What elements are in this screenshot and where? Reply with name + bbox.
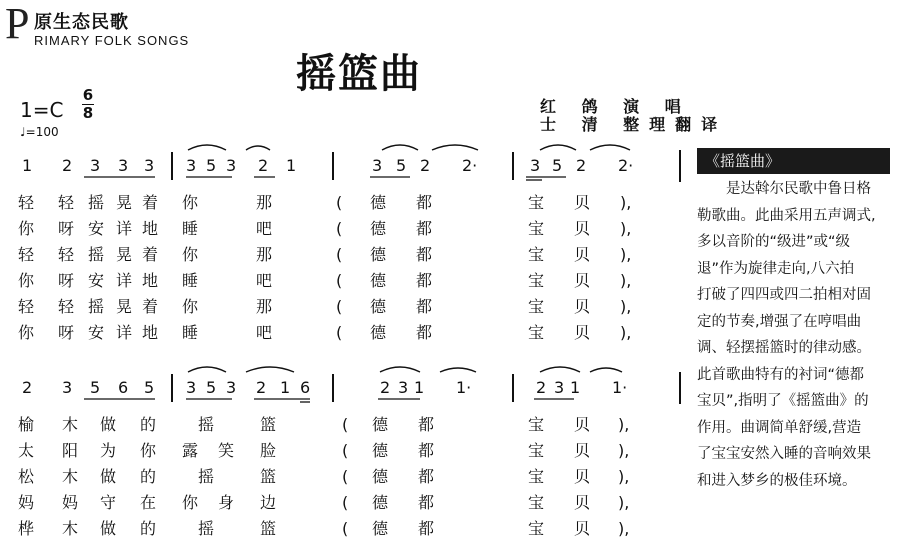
lyric-char: 宝 xyxy=(528,493,545,512)
lyric-char: 榆 xyxy=(18,415,35,434)
lyric-char: ( xyxy=(336,193,343,212)
lyric-char: 德 xyxy=(370,193,387,212)
lyric-char: 地 xyxy=(142,219,159,238)
lyric-char: 德 xyxy=(372,415,389,434)
lyric-char: ( xyxy=(342,415,349,434)
note: 5 xyxy=(396,156,407,175)
note: 1 xyxy=(22,156,33,175)
note: 2 xyxy=(258,156,269,175)
lyric-char: 轻 xyxy=(58,193,75,212)
key-signature: 1=C xyxy=(20,98,64,122)
description-line: 了宝宝安然入睡的音响效果 xyxy=(697,446,871,462)
lyric-char: 呀 xyxy=(58,323,75,342)
lyric-char: 阳 xyxy=(62,441,79,460)
lyric-char: 的 xyxy=(140,467,157,486)
lyric-char: 德 xyxy=(372,493,389,512)
lyric-char: 你 xyxy=(18,219,35,238)
note: 3 xyxy=(90,156,101,175)
lyric-char: 都 xyxy=(418,493,435,512)
description-title: 《摇篮曲》 xyxy=(697,148,890,174)
description-line: 定的节奏,增强了在哼唱曲 xyxy=(697,313,862,330)
lyric-char: 德 xyxy=(370,271,387,290)
lyric-char: 宝 xyxy=(528,193,545,212)
lyric-char: 你 xyxy=(182,297,199,316)
lyric-char: 贝 xyxy=(574,493,591,512)
lyric-char: 安 xyxy=(88,219,105,238)
description-line: 勒歌曲。此曲采用五声调式, xyxy=(697,207,876,224)
tempo-marking: ♩=100 xyxy=(20,125,59,139)
description-line: 调、轻摆摇篮时的律动感。 xyxy=(697,340,871,356)
lyric-char: ), xyxy=(620,245,632,264)
lyric-char: 贝 xyxy=(574,271,591,290)
note: 2 xyxy=(62,156,73,175)
lyric-char: 摇 xyxy=(88,297,105,316)
lyric-char: ), xyxy=(618,467,630,486)
lyric-char: 晃 xyxy=(116,245,133,264)
note: 2 xyxy=(420,156,431,175)
lyric-char: 轻 xyxy=(58,297,75,316)
lyric-char: ), xyxy=(620,193,632,212)
lyric-char: 轻 xyxy=(18,193,35,212)
lyric-char: 摇 xyxy=(198,467,215,486)
note: 6 xyxy=(300,378,311,397)
lyric-char: ), xyxy=(620,219,632,238)
lyric-char: 贝 xyxy=(574,441,591,460)
lyric-char: 贝 xyxy=(574,219,591,238)
lyric-char: ), xyxy=(618,441,630,460)
lyric-char: 宝 xyxy=(528,271,545,290)
lyric-char: 都 xyxy=(416,245,433,264)
lyric-char: ( xyxy=(342,441,349,460)
singer-credit: 红 鸽 演 唱 xyxy=(540,97,691,116)
description-line: 和进入梦乡的极佳环境。 xyxy=(697,472,857,489)
lyric-char: 桦 xyxy=(18,519,35,538)
note: 3 xyxy=(226,156,237,175)
note: 2 xyxy=(380,378,391,397)
lyric-char: 着 xyxy=(142,297,159,316)
lyric-char: 宝 xyxy=(528,467,545,486)
lyric-char: 德 xyxy=(372,441,389,460)
note: 3 xyxy=(118,156,129,175)
lyric-char: ), xyxy=(618,493,630,512)
lyric-char: ( xyxy=(342,493,349,512)
lyric-char: 那 xyxy=(256,297,273,316)
description-line: 此首歌曲特有的衬词“德都 xyxy=(697,366,865,383)
lyric-char: 吧 xyxy=(256,271,273,290)
lyric-char: 的 xyxy=(140,415,157,434)
note: 5 xyxy=(206,378,217,397)
note: 2· xyxy=(618,156,634,175)
lyric-char: ( xyxy=(336,245,343,264)
lyric-char: 木 xyxy=(62,519,79,538)
lyric-char: 晃 xyxy=(116,297,133,316)
lyric-char: 篮 xyxy=(260,467,277,486)
description-line: 打破了四四或四二拍相对固 xyxy=(697,287,871,303)
note: 2 xyxy=(22,378,33,397)
lyric-char: ( xyxy=(342,519,349,538)
lyric-char: 那 xyxy=(256,245,273,264)
lyric-char: 都 xyxy=(418,467,435,486)
lyric-char: 睡 xyxy=(182,271,199,290)
lyric-char: ( xyxy=(336,219,343,238)
lyric-char: 你 xyxy=(182,493,199,512)
lyric-char: 贝 xyxy=(574,467,591,486)
lyric-char: 呀 xyxy=(58,219,75,238)
lyric-char: 详 xyxy=(116,219,133,238)
note: 5 xyxy=(144,378,155,397)
arranger-credit: 士 清 整理翻译 xyxy=(540,115,728,134)
lyric-char: ( xyxy=(336,271,343,290)
lyric-char: 妈 xyxy=(18,493,35,512)
lyric-char: 边 xyxy=(260,493,277,512)
time-top: 6 xyxy=(82,86,94,104)
lyric-char: 安 xyxy=(88,271,105,290)
logo-letter: P xyxy=(5,0,30,48)
lyric-char: 详 xyxy=(116,323,133,342)
note: 1 xyxy=(280,378,291,397)
lyric-char: 安 xyxy=(88,323,105,342)
lyric-char: 你 xyxy=(18,323,35,342)
lyric-char: 你 xyxy=(182,193,199,212)
note: 1· xyxy=(612,378,628,397)
note: 3 xyxy=(62,378,73,397)
note: 3 xyxy=(554,378,565,397)
time-bottom: 8 xyxy=(82,104,94,122)
lyric-char: 宝 xyxy=(528,297,545,316)
description-line: 宝贝”,指明了《摇篮曲》的 xyxy=(697,393,869,409)
logo-english: RIMARY FOLK SONGS xyxy=(34,33,190,48)
note: 1· xyxy=(456,378,472,397)
note: 6 xyxy=(118,378,129,397)
lyric-char: 都 xyxy=(418,519,435,538)
note: 3 xyxy=(186,378,197,397)
lyric-char: 做 xyxy=(100,519,117,538)
lyric-char: 身 xyxy=(218,493,235,512)
lyric-char: ( xyxy=(336,297,343,316)
lyric-char: 松 xyxy=(18,467,35,486)
lyric-char: 木 xyxy=(62,467,79,486)
lyric-char: 做 xyxy=(100,467,117,486)
note: 2 xyxy=(536,378,547,397)
lyric-char: 摇 xyxy=(88,193,105,212)
lyric-char: 都 xyxy=(416,193,433,212)
lyric-char: ), xyxy=(618,519,630,538)
lyric-char: 贝 xyxy=(574,193,591,212)
lyric-char: 德 xyxy=(370,297,387,316)
lyric-char: 贝 xyxy=(574,297,591,316)
lyric-char: 做 xyxy=(100,415,117,434)
lyric-char: 都 xyxy=(416,323,433,342)
lyric-char: 都 xyxy=(416,271,433,290)
lyric-char: 贝 xyxy=(574,415,591,434)
lyric-char: 太 xyxy=(18,441,35,460)
lyric-char: 德 xyxy=(372,467,389,486)
description-line: 退”作为旋律走向,八六拍 xyxy=(697,260,855,277)
lyric-char: ( xyxy=(336,323,343,342)
lyric-char: 地 xyxy=(142,323,159,342)
note: 2 xyxy=(576,156,587,175)
song-title: 摇篮曲 xyxy=(296,51,422,97)
note: 5 xyxy=(552,156,563,175)
lyric-char: 妈 xyxy=(62,493,79,512)
lyric-char: 笑 xyxy=(218,441,235,460)
note: 1 xyxy=(570,378,581,397)
lyric-char: 宝 xyxy=(528,245,545,264)
lyric-char: 轻 xyxy=(58,245,75,264)
song-description-box xyxy=(697,148,890,494)
lyric-char: 睡 xyxy=(182,219,199,238)
logo-chinese: 原生态民歌 xyxy=(34,12,129,33)
lyric-char: ), xyxy=(618,415,630,434)
lyric-char: 那 xyxy=(256,193,273,212)
note: 1 xyxy=(414,378,425,397)
lyric-char: 都 xyxy=(416,219,433,238)
description-body xyxy=(697,176,890,494)
lyric-char: 宝 xyxy=(528,441,545,460)
lyric-char: 吧 xyxy=(256,323,273,342)
lyric-char: 睡 xyxy=(182,323,199,342)
lyric-char: 贝 xyxy=(574,323,591,342)
note: 3 xyxy=(398,378,409,397)
note: 3 xyxy=(372,156,383,175)
lyric-char: 德 xyxy=(370,219,387,238)
note: 5 xyxy=(90,378,101,397)
lyric-char: ), xyxy=(620,297,632,316)
lyric-char: 摇 xyxy=(198,415,215,434)
note: 3 xyxy=(186,156,197,175)
lyric-char: ), xyxy=(620,323,632,342)
lyric-char: 都 xyxy=(418,415,435,434)
lyric-char: 轻 xyxy=(18,297,35,316)
lyric-char: 贝 xyxy=(574,519,591,538)
note: 2· xyxy=(462,156,478,175)
lyric-char: 你 xyxy=(18,271,35,290)
lyric-char: 晃 xyxy=(116,193,133,212)
description-line: 作用。曲调简单舒缓,营造 xyxy=(697,419,862,436)
lyric-char: 轻 xyxy=(18,245,35,264)
lyric-char: 摇 xyxy=(88,245,105,264)
lyric-char: 呀 xyxy=(58,271,75,290)
lyric-char: 你 xyxy=(140,441,157,460)
lyric-char: 木 xyxy=(62,415,79,434)
lyric-char: 你 xyxy=(182,245,199,264)
lyric-char: 宝 xyxy=(528,323,545,342)
note: 3 xyxy=(144,156,155,175)
lyric-char: 德 xyxy=(370,323,387,342)
lyric-char: 着 xyxy=(142,245,159,264)
lyric-char: 地 xyxy=(142,271,159,290)
lyric-char: ), xyxy=(620,271,632,290)
lyric-char: 着 xyxy=(142,193,159,212)
lyric-char: 德 xyxy=(372,519,389,538)
lyric-char: 吧 xyxy=(256,219,273,238)
note: 5 xyxy=(206,156,217,175)
lyric-char: 摇 xyxy=(198,519,215,538)
lyric-char: 都 xyxy=(416,297,433,316)
lyric-char: 脸 xyxy=(260,441,277,460)
description-line: 是达斡尔民歌中鲁日格 xyxy=(726,181,871,197)
lyric-char: 露 xyxy=(182,441,199,460)
lyric-char: 篮 xyxy=(260,415,277,434)
description-line: 多以音阶的“级进”或“级 xyxy=(697,234,851,250)
lyric-char: 都 xyxy=(418,441,435,460)
lyric-char: 德 xyxy=(370,245,387,264)
lyric-char: ( xyxy=(342,467,349,486)
lyric-char: 贝 xyxy=(574,245,591,264)
lyric-char: 宝 xyxy=(528,219,545,238)
lyric-char: 的 xyxy=(140,519,157,538)
lyric-char: 守 xyxy=(100,493,117,512)
lyric-char: 宝 xyxy=(528,519,545,538)
lyric-char: 详 xyxy=(116,271,133,290)
note: 2 xyxy=(256,378,267,397)
lyric-char: 篮 xyxy=(260,519,277,538)
lyric-char: 为 xyxy=(100,441,117,460)
lyric-char: 在 xyxy=(140,493,157,512)
note: 3 xyxy=(530,156,541,175)
note: 1 xyxy=(286,156,297,175)
lyric-char: 宝 xyxy=(528,415,545,434)
note: 3 xyxy=(226,378,237,397)
